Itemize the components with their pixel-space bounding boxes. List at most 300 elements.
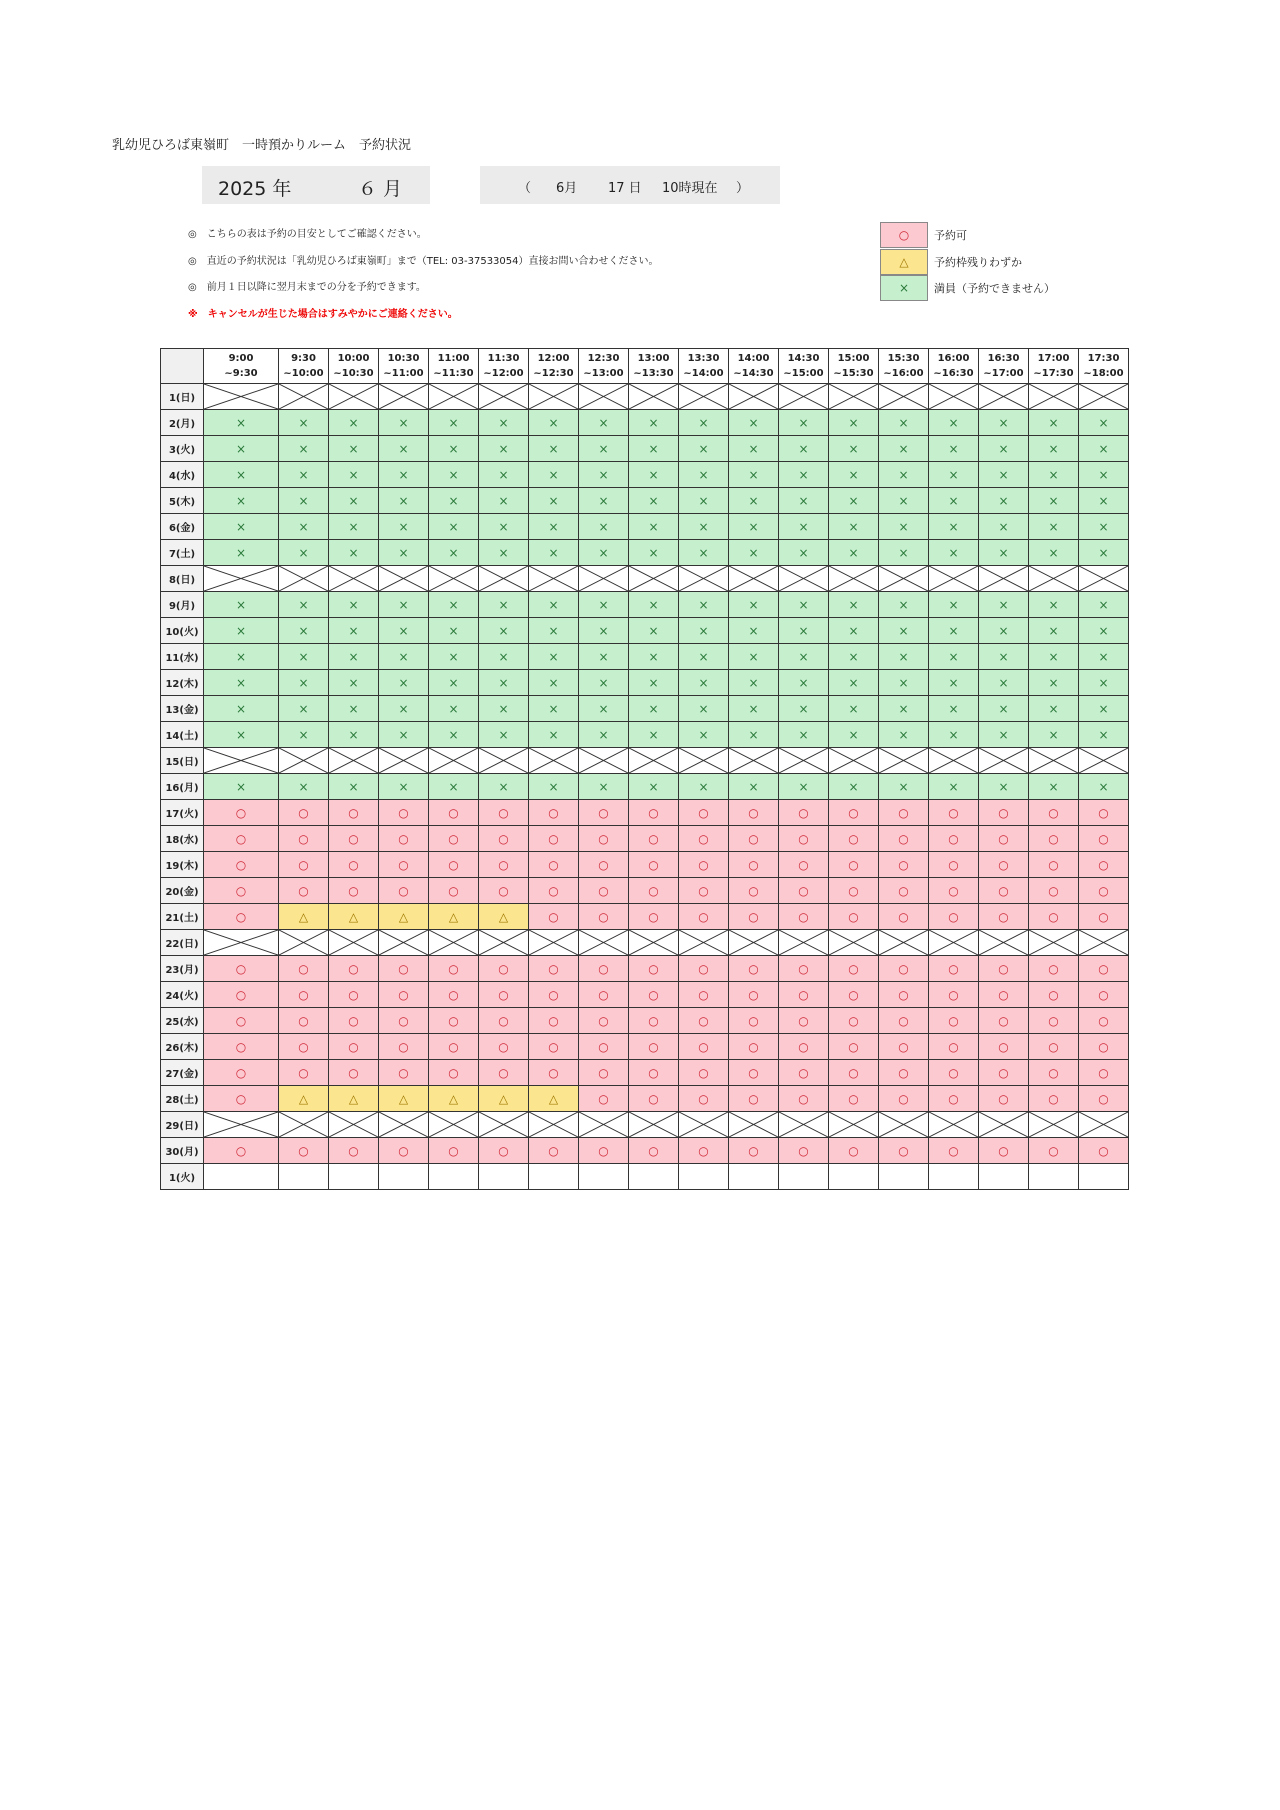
time-slot-end: ~11:00	[383, 368, 424, 379]
closed-cell	[579, 566, 629, 592]
full-cell: ×	[979, 644, 1029, 670]
available-cell: ○	[479, 982, 529, 1008]
available-cell: ○	[629, 982, 679, 1008]
closed-cross-icon	[479, 748, 528, 773]
full-cell: ×	[779, 410, 829, 436]
available-cell: ○	[829, 1138, 879, 1164]
available-cell: ○	[579, 982, 629, 1008]
closed-cell	[379, 566, 429, 592]
closed-cell	[379, 384, 429, 410]
full-cell: ×	[529, 436, 579, 462]
time-slot-header	[679, 349, 729, 384]
closed-cell	[679, 1112, 729, 1138]
note-item: ◎ こちらの表は予約の目安としてご確認ください。	[188, 229, 427, 240]
full-cell: ×	[529, 462, 579, 488]
full-cell: ×	[779, 436, 829, 462]
closed-cell	[529, 1112, 579, 1138]
available-cell: ○	[729, 878, 779, 904]
time-slot-end: ~16:00	[883, 368, 924, 379]
available-cell: ○	[729, 800, 779, 826]
closed-cell	[279, 930, 329, 956]
available-cell: ○	[429, 956, 479, 982]
closed-cell	[429, 566, 479, 592]
time-slot-start: 11:00	[437, 353, 470, 364]
few-left-cell: △	[379, 1086, 429, 1112]
available-cell: ○	[429, 852, 479, 878]
available-cell: ○	[729, 852, 779, 878]
available-cell: ○	[829, 878, 879, 904]
table-row	[161, 852, 1129, 878]
closed-cell	[329, 930, 379, 956]
empty-cell	[429, 1164, 479, 1190]
available-cell: ○	[329, 878, 379, 904]
available-cell: ○	[529, 1060, 579, 1086]
available-cell: ○	[429, 878, 479, 904]
full-cell: ×	[279, 436, 329, 462]
available-cell: ○	[1029, 1060, 1079, 1086]
full-cell: ×	[204, 488, 279, 514]
available-cell: ○	[579, 878, 629, 904]
closed-cell	[579, 1112, 629, 1138]
available-cell: ○	[829, 1060, 879, 1086]
closed-cell	[779, 384, 829, 410]
full-cell: ×	[579, 618, 629, 644]
available-cell: ○	[1029, 1034, 1079, 1060]
full-cell: ×	[1029, 436, 1079, 462]
full-cell: ×	[329, 774, 379, 800]
closed-cross-icon	[379, 1112, 428, 1137]
available-cell: ○	[779, 1008, 829, 1034]
full-cell: ×	[529, 722, 579, 748]
table-row	[161, 800, 1129, 826]
full-cell: ×	[1029, 696, 1079, 722]
available-cell: ○	[204, 852, 279, 878]
full-cell: ×	[779, 514, 829, 540]
legend	[880, 222, 1055, 302]
closed-cross-icon	[1029, 930, 1078, 955]
empty-cell	[629, 1164, 679, 1190]
day-label: 15(日)	[161, 748, 204, 774]
closed-cross-icon	[729, 748, 778, 773]
available-cell: ○	[579, 1008, 629, 1034]
available-cell: ○	[279, 800, 329, 826]
available-cell: ○	[629, 904, 679, 930]
full-cell: ×	[679, 618, 729, 644]
available-cell: ○	[779, 800, 829, 826]
closed-cell	[479, 566, 529, 592]
full-cell: ×	[729, 644, 779, 670]
available-cell: ○	[279, 852, 329, 878]
available-cell: ○	[979, 1034, 1029, 1060]
closed-cell	[679, 384, 729, 410]
full-cell: ×	[204, 592, 279, 618]
available-cell: ○	[979, 1138, 1029, 1164]
day-label: 1(日)	[161, 384, 204, 410]
day-label: 19(木)	[161, 852, 204, 878]
available-cell: ○	[579, 904, 629, 930]
full-cell: ×	[204, 670, 279, 696]
time-slot-start: 17:00	[1037, 353, 1070, 364]
full-cell: ×	[1079, 488, 1129, 514]
available-cell: ○	[629, 1034, 679, 1060]
closed-cross-icon	[1079, 1112, 1128, 1137]
full-cell: ×	[779, 670, 829, 696]
time-slot-end: ~10:00	[283, 368, 324, 379]
full-cell: ×	[1079, 540, 1129, 566]
time-slot-header	[979, 349, 1029, 384]
full-cell: ×	[629, 696, 679, 722]
time-slot-end: ~15:30	[833, 368, 874, 379]
full-cell: ×	[979, 774, 1029, 800]
available-cell: ○	[579, 800, 629, 826]
closed-cross-icon	[204, 748, 278, 773]
full-cell: ×	[779, 618, 829, 644]
full-cell: ×	[329, 540, 379, 566]
full-cell: ×	[729, 436, 779, 462]
full-cell: ×	[329, 670, 379, 696]
table-row	[161, 488, 1129, 514]
full-cell: ×	[1079, 696, 1129, 722]
day-label: 6(金)	[161, 514, 204, 540]
full-cell: ×	[279, 774, 329, 800]
table-row	[161, 1008, 1129, 1034]
full-cell: ×	[429, 592, 479, 618]
empty-cell	[279, 1164, 329, 1190]
empty-cell	[204, 1164, 279, 1190]
available-cell: ○	[1029, 982, 1079, 1008]
closed-cell	[279, 384, 329, 410]
closed-cell	[779, 930, 829, 956]
full-cell: ×	[1079, 436, 1129, 462]
time-slot-header	[1079, 349, 1129, 384]
few-left-cell: △	[479, 904, 529, 930]
closed-cross-icon	[329, 384, 378, 409]
day-label: 11(水)	[161, 644, 204, 670]
full-cell: ×	[629, 644, 679, 670]
full-cell: ×	[979, 618, 1029, 644]
full-cell: ×	[879, 410, 929, 436]
available-cell: ○	[979, 904, 1029, 930]
closed-cross-icon	[379, 930, 428, 955]
time-slot-start: 11:30	[487, 353, 520, 364]
available-cell: ○	[629, 956, 679, 982]
table-row	[161, 670, 1129, 696]
available-cell: ○	[379, 956, 429, 982]
full-cell: ×	[979, 514, 1029, 540]
available-cell: ○	[879, 982, 929, 1008]
available-cell: ○	[279, 1138, 329, 1164]
page-title: 乳幼児ひろば東嶺町 一時預かりルーム 予約状況	[112, 138, 412, 153]
closed-cross-icon	[429, 748, 478, 773]
full-cell: ×	[679, 670, 729, 696]
available-cell: ○	[779, 956, 829, 982]
available-cell: ○	[629, 826, 679, 852]
empty-cell	[679, 1164, 729, 1190]
available-cell: ○	[879, 852, 929, 878]
available-cell: ○	[429, 1008, 479, 1034]
full-cell: ×	[879, 488, 929, 514]
full-cell: ×	[529, 592, 579, 618]
full-cell: ×	[379, 514, 429, 540]
full-cell: ×	[1029, 722, 1079, 748]
available-cell: ○	[629, 878, 679, 904]
closed-cross-icon	[279, 1112, 328, 1137]
full-cell: ×	[629, 462, 679, 488]
available-cell: ○	[879, 826, 929, 852]
available-cell: ○	[529, 982, 579, 1008]
available-cell: ○	[929, 878, 979, 904]
full-cell: ×	[829, 514, 879, 540]
full-cell: ×	[204, 644, 279, 670]
day-label: 10(火)	[161, 618, 204, 644]
available-cell: ○	[204, 1060, 279, 1086]
full-cell: ×	[879, 722, 929, 748]
available-cell: ○	[929, 1060, 979, 1086]
full-cell: ×	[1029, 540, 1079, 566]
available-cell: ○	[879, 1034, 929, 1060]
available-cell: ○	[329, 1008, 379, 1034]
full-cell: ×	[579, 462, 629, 488]
time-slot-header	[529, 349, 579, 384]
day-label: 12(木)	[161, 670, 204, 696]
full-cell: ×	[429, 774, 479, 800]
full-cell: ×	[929, 462, 979, 488]
full-cell: ×	[879, 696, 929, 722]
day-label: 27(金)	[161, 1060, 204, 1086]
available-cell: ○	[779, 904, 829, 930]
full-cell: ×	[279, 618, 329, 644]
available-cell: ○	[279, 982, 329, 1008]
full-cell: ×	[1029, 618, 1079, 644]
full-cell: ×	[479, 696, 529, 722]
available-cell: ○	[979, 1060, 1029, 1086]
available-cell: ○	[629, 1060, 679, 1086]
full-cell: ×	[529, 488, 579, 514]
available-cell: ○	[1079, 1138, 1129, 1164]
available-cell: ○	[279, 1060, 329, 1086]
full-cell: ×	[1029, 670, 1079, 696]
legend-label: 予約枠残りわずか	[934, 255, 1022, 269]
full-cell: ×	[679, 436, 729, 462]
closed-cross-icon	[279, 566, 328, 591]
available-cell: ○	[879, 878, 929, 904]
closed-cell	[329, 1112, 379, 1138]
available-cell: ○	[279, 956, 329, 982]
closed-cross-icon	[1029, 1112, 1078, 1137]
full-cell: ×	[1079, 774, 1129, 800]
closed-cell	[729, 930, 779, 956]
time-slot-start: 16:00	[937, 353, 970, 364]
full-cell: ×	[579, 722, 629, 748]
closed-cell	[379, 748, 429, 774]
full-cell: ×	[579, 774, 629, 800]
full-cell: ×	[579, 436, 629, 462]
full-cell: ×	[429, 462, 479, 488]
closed-cell	[1079, 930, 1129, 956]
available-cell: ○	[1029, 852, 1079, 878]
full-cell: ×	[829, 696, 879, 722]
available-cell: ○	[204, 878, 279, 904]
full-cell: ×	[279, 644, 329, 670]
closed-cell	[1029, 384, 1079, 410]
available-cell: ○	[629, 1086, 679, 1112]
closed-cell	[629, 384, 679, 410]
full-cell: ×	[479, 618, 529, 644]
closed-cross-icon	[779, 1112, 828, 1137]
full-cell: ×	[679, 644, 729, 670]
full-cell: ×	[879, 774, 929, 800]
full-cell: ×	[779, 488, 829, 514]
full-cell: ×	[679, 514, 729, 540]
available-cell: ○	[929, 800, 979, 826]
available-cell: ○	[279, 826, 329, 852]
available-cell: ○	[679, 982, 729, 1008]
full-cell: ×	[329, 722, 379, 748]
full-cell: ×	[629, 410, 679, 436]
available-cell: ○	[779, 982, 829, 1008]
closed-cell	[929, 384, 979, 410]
full-cell: ×	[879, 618, 929, 644]
table-row	[161, 904, 1129, 930]
time-slot-header	[329, 349, 379, 384]
available-cell: ○	[329, 826, 379, 852]
available-cell: ○	[429, 1138, 479, 1164]
full-cell: ×	[379, 644, 429, 670]
closed-cross-icon	[1029, 748, 1078, 773]
available-cell: ○	[979, 878, 1029, 904]
full-cell: ×	[529, 514, 579, 540]
available-cell: ○	[379, 800, 429, 826]
closed-cross-icon	[204, 930, 278, 955]
full-cell: ×	[729, 540, 779, 566]
closed-cross-icon	[429, 1112, 478, 1137]
table-row	[161, 1086, 1129, 1112]
available-cell: ○	[204, 982, 279, 1008]
few-left-cell: △	[329, 1086, 379, 1112]
available-cell: ○	[729, 904, 779, 930]
available-cell: ○	[479, 852, 529, 878]
time-slot-header	[729, 349, 779, 384]
legend-item-few	[880, 249, 1055, 276]
closed-cross-icon	[429, 566, 478, 591]
full-cell: ×	[879, 514, 929, 540]
table-row	[161, 1138, 1129, 1164]
available-cell: ○	[479, 800, 529, 826]
full-cell: ×	[1029, 410, 1079, 436]
closed-cross-icon	[829, 748, 878, 773]
closed-cross-icon	[979, 748, 1028, 773]
available-cell: ○	[204, 1008, 279, 1034]
available-cell: ○	[729, 826, 779, 852]
legend-item-full	[880, 275, 1055, 302]
available-cell: ○	[629, 1138, 679, 1164]
full-cell: ×	[279, 670, 329, 696]
closed-cross-icon	[829, 1112, 878, 1137]
full-cell: ×	[379, 410, 429, 436]
few-left-cell: △	[429, 904, 479, 930]
available-cell: ○	[829, 826, 879, 852]
closed-cell	[829, 384, 879, 410]
table-row	[161, 1112, 1129, 1138]
closed-cross-icon	[829, 566, 878, 591]
available-cell: ○	[1079, 800, 1129, 826]
legend-swatch-available: ○	[880, 222, 928, 248]
table-row	[161, 514, 1129, 540]
available-cell: ○	[1029, 904, 1079, 930]
closed-cell	[829, 748, 879, 774]
day-label: 26(木)	[161, 1034, 204, 1060]
full-cell: ×	[929, 410, 979, 436]
closed-cross-icon	[879, 384, 928, 409]
available-cell: ○	[829, 800, 879, 826]
closed-cross-icon	[329, 930, 378, 955]
available-cell: ○	[329, 852, 379, 878]
full-cell: ×	[529, 774, 579, 800]
closed-cross-icon	[1029, 384, 1078, 409]
full-cell: ×	[779, 722, 829, 748]
closed-cross-icon	[729, 384, 778, 409]
available-cell: ○	[1029, 956, 1079, 982]
closed-cell	[679, 566, 729, 592]
available-cell: ○	[1029, 878, 1079, 904]
closed-cross-icon	[679, 748, 728, 773]
time-slot-header	[829, 349, 879, 384]
closed-cell	[929, 748, 979, 774]
full-cell: ×	[829, 644, 879, 670]
as-of-open-paren: （	[518, 181, 532, 196]
closed-cell	[1079, 1112, 1129, 1138]
closed-cross-icon	[929, 1112, 978, 1137]
full-cell: ×	[679, 774, 729, 800]
full-cell: ×	[379, 696, 429, 722]
available-cell: ○	[429, 800, 479, 826]
full-cell: ×	[329, 436, 379, 462]
time-slot-start: 17:30	[1087, 353, 1120, 364]
full-cell: ×	[479, 488, 529, 514]
closed-cell	[729, 748, 779, 774]
time-slot-end: ~11:30	[433, 368, 474, 379]
time-slot-header	[379, 349, 429, 384]
time-slot-start: 12:30	[587, 353, 620, 364]
full-cell: ×	[829, 462, 879, 488]
available-cell: ○	[929, 1138, 979, 1164]
available-cell: ○	[879, 904, 929, 930]
closed-cell	[879, 566, 929, 592]
day-label: 1(火)	[161, 1164, 204, 1190]
available-cell: ○	[829, 1034, 879, 1060]
closed-cell	[879, 930, 929, 956]
full-cell: ×	[279, 514, 329, 540]
month-label: ６ 月	[358, 178, 403, 200]
day-label: 4(水)	[161, 462, 204, 488]
full-cell: ×	[629, 722, 679, 748]
available-cell: ○	[779, 1060, 829, 1086]
full-cell: ×	[379, 540, 429, 566]
empty-cell	[929, 1164, 979, 1190]
closed-cross-icon	[979, 384, 1028, 409]
available-cell: ○	[204, 826, 279, 852]
time-slot-end: ~9:30	[224, 368, 258, 379]
available-cell: ○	[204, 956, 279, 982]
empty-cell	[1029, 1164, 1079, 1190]
full-cell: ×	[204, 514, 279, 540]
closed-cell	[529, 566, 579, 592]
full-cell: ×	[829, 774, 879, 800]
day-label: 18(水)	[161, 826, 204, 852]
day-label: 29(日)	[161, 1112, 204, 1138]
closed-cross-icon	[379, 566, 428, 591]
available-cell: ○	[579, 956, 629, 982]
